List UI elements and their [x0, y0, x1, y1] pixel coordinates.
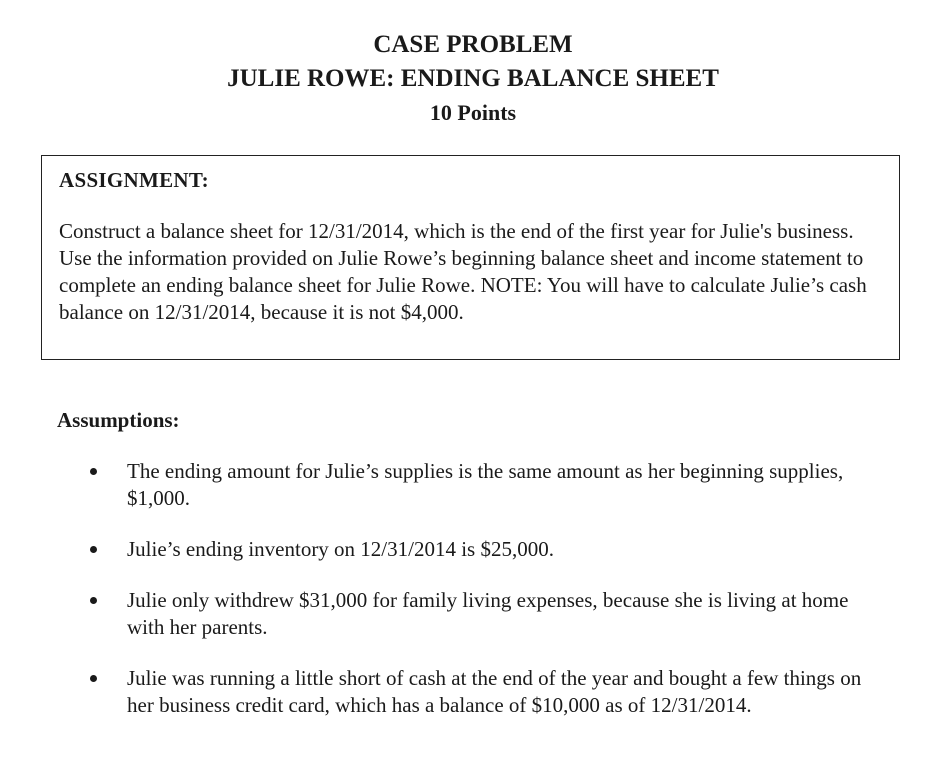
case-problem-title: CASE PROBLEM — [373, 31, 573, 58]
bullet-icon — [90, 597, 97, 604]
list-item — [85, 458, 865, 512]
assumptions-list — [85, 458, 865, 743]
assumption-text: Julie’s ending inventory on 12/31/2014 is $25,000. — [127, 537, 554, 561]
list-item — [85, 536, 865, 563]
assignment-box — [41, 155, 900, 360]
assumption-text: The ending amount for Julie’s supplies is the same amount as her beginning supplies, $1,000. — [127, 459, 844, 510]
points-label: 10 Points — [429, 100, 517, 125]
assignment-text: Construct a balance sheet for 12/31/2014, which is the end of the first year for Julie's business. Use the information provided on Julie Rowe’s beginning balance sheet and income statement to complete an ending balance sheet for Julie Rowe. NOTE: You will have to calculate Julie’s cash balance on 12/31/2014, because it is not $4,000. — [59, 219, 867, 324]
assumption-text: Julie was running a little short of cash at the end of the year and bought a few things on her business credit card, which has a balance of $10,000 as of 12/31/2014. — [127, 666, 862, 717]
bullet-icon — [90, 546, 97, 553]
assumptions-heading: Assumptions: — [57, 408, 180, 432]
document-header — [0, 28, 946, 130]
assignment-heading: ASSIGNMENT: — [59, 168, 209, 192]
bullet-icon — [90, 468, 97, 475]
list-item — [85, 587, 865, 641]
bullet-icon — [90, 675, 97, 682]
document-title: JULIE ROWE: ENDING BALANCE SHEET — [227, 65, 719, 92]
assumption-text: Julie only withdrew $31,000 for family living expenses, because she is living at home with her parents. — [127, 588, 849, 639]
list-item — [85, 665, 865, 719]
